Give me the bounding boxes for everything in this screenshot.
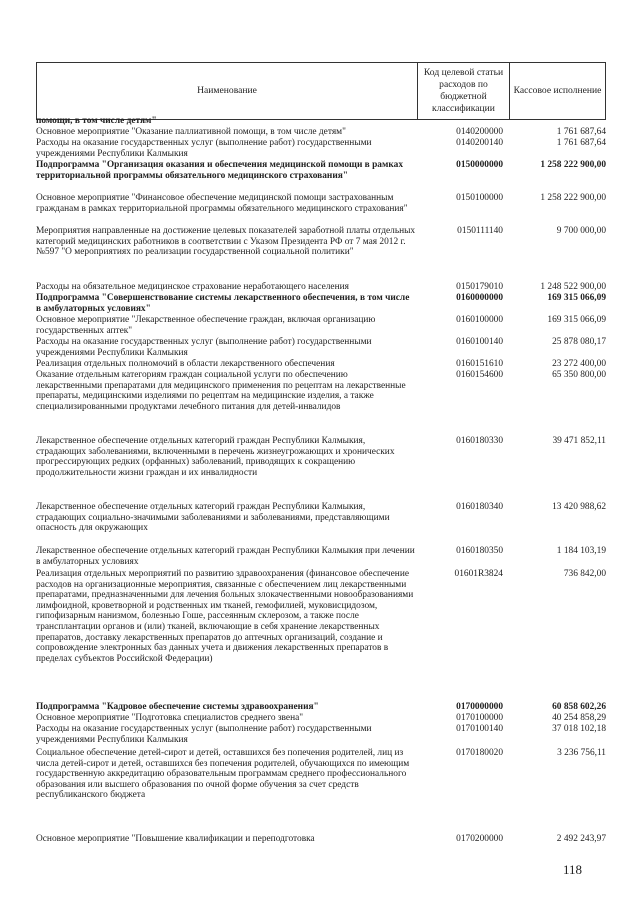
row-code: 0150100000 bbox=[456, 193, 503, 203]
row-amount: 169 315 066,09 bbox=[547, 293, 606, 303]
row-amount: 736 842,00 bbox=[563, 569, 606, 579]
row-code: 0170180020 bbox=[456, 748, 503, 758]
row-name: Мероприятия направленные на достижение целевых показателей заработной платы отдельных категорий медицинских работников в соответствии с Указом Президента РФ от 7 мая 2012 г. №597 "О мероприятиях по реализации государственной социальной политики" bbox=[36, 226, 416, 258]
row-code: 0160100000 bbox=[456, 315, 503, 325]
row-name: Основное мероприятие "Финансовое обеспечение медицинской помощи застрахованным гражданам в рамках территориальной программы обязательного медицинского страхования" bbox=[36, 193, 408, 214]
row-amount: 37 018 102,18 bbox=[552, 724, 606, 734]
row-amount: 23 272 400,00 bbox=[552, 359, 606, 369]
row-amount: 1 184 103,19 bbox=[556, 546, 606, 556]
row-name: Лекарственное обеспечение отдельных категорий граждан Республики Калмыкия, страдающих заболеваниями, включенными в перечень жизнеугрожающих и хронических прогрессирующих редких (орфанных) заболеваний, приводящих к сокращению продолжительности жизни граждан и их инвалидности bbox=[36, 436, 395, 478]
row-amount: 9 700 000,00 bbox=[556, 226, 606, 236]
row-name: Лекарственное обеспечение отдельных категорий граждан Республики Калмыкия, страдающих социально-значимыми заболеваниями и заболеваниями, представляющими опасность для окружающих bbox=[36, 502, 390, 534]
row-amount: 40 254 858,29 bbox=[552, 713, 606, 723]
row-code: 01601R3824 bbox=[454, 569, 503, 579]
row-name: Основное мероприятие "Повышение квалификации и переподготовка bbox=[36, 834, 315, 844]
row-name: Основное мероприятие "Подготовка специалистов среднего звена" bbox=[36, 713, 304, 723]
page-number: 118 bbox=[563, 862, 583, 877]
row-amount: 1 258 222 900,00 bbox=[540, 160, 606, 170]
row-amount: 1 258 222 900,00 bbox=[540, 193, 606, 203]
row-name: Социальное обеспечение детей-сирот и детей, оставшихся без попечения родителей, лиц из числа детей-сирот и детей, оставшихся без попечения родителей, обучающихся по имеющим государственную аккредитацию образовательным программам среднего профессионального образования или высшего образования по очной форме обучения за счет средств республиканского бюджета bbox=[36, 748, 410, 801]
row-amount: 169 315 066,09 bbox=[547, 315, 606, 325]
row-amount: 3 236 756,11 bbox=[557, 748, 606, 758]
row-name: Расходы на обязательное медицинское страхование неработающего населения bbox=[36, 282, 349, 292]
row-code: 0150000000 bbox=[456, 160, 503, 170]
row-name: Подпрограмма "Организация оказания и обеспечения медицинской помощи в рамках территориальной программы обязательного медицинского страхования" bbox=[36, 160, 404, 181]
row-name: Оказание отдельным категориям граждан социальной услуги по обеспечению лекарственными препаратами для медицинского применения по рецептам на лекарственные препараты, медицинскими изделиями по рецептам на медицинские изделия, а также специализированными продуктами лечебного питания для детей-инвалидов bbox=[36, 370, 406, 412]
row-code: 0170200000 bbox=[456, 834, 503, 844]
row-code: 0160180350 bbox=[456, 546, 503, 556]
header-name: Наименование bbox=[37, 63, 418, 119]
row-name: Подпрограмма "Совершенствование системы лекарственного обеспечения, в том числе в амбулаторных условиях" bbox=[36, 293, 410, 314]
row-code: 0170100140 bbox=[456, 724, 503, 734]
row-amount: 39 471 852,11 bbox=[552, 436, 606, 446]
row-code: 0150111140 bbox=[457, 226, 503, 236]
row-code: 0160151610 bbox=[456, 359, 503, 369]
row-amount: 2 492 243,97 bbox=[556, 834, 606, 844]
row-code: 0170000000 bbox=[456, 702, 503, 712]
row-name: Расходы на оказание государственных услуг (выполнение работ) государственными учреждениями Республики Калмыкия bbox=[36, 724, 372, 745]
row-name: Реализация отдельных мероприятий по развитию здравоохранения (финансовое обеспечение расходов на организационные мероприятия, связанные с обеспечением лиц лекарственными препаратами, предназначенными для лечения больных злокачественными новообразованиями лимфоидной, кроветворной и родственных им тканей, гемофилией, муковисцидозом, гипофизарным нанизмом, болезнью Гоше, рассеянным склерозом, а также после трансплантации органов и (или) тканей, включающие в себя хранение лекарственных препаратов, доставку лекарственных препаратов до аптечных организаций, создание и сопровождение электронных баз данных учета и движения лекарственных препаратов в пределах субъектов Российской Федерации) bbox=[36, 569, 414, 664]
row-code: 0170100000 bbox=[456, 713, 503, 723]
row-amount: 1 761 687,64 bbox=[556, 138, 606, 148]
row-code: 0150179010 bbox=[456, 282, 503, 292]
row-code: 0140200140 bbox=[456, 138, 503, 148]
row-amount: 13 420 988,62 bbox=[552, 502, 606, 512]
row-code: 0160180330 bbox=[456, 436, 503, 446]
row-name: Лекарственное обеспечение отдельных категорий граждан Республики Калмыкия при лечении в амбулаторных условиях bbox=[36, 546, 415, 567]
row-name: Подпрограмма "Кадровое обеспечение системы здравоохранения" bbox=[36, 702, 319, 712]
row-code: 0160100140 bbox=[456, 337, 503, 347]
row-name: Расходы на оказание государственных услуг (выполнение работ) государственными учреждениями Республики Калмыкия bbox=[36, 138, 372, 159]
row-name: Основное мероприятие "Лекарственное обеспечение граждан, включая организацию государственных аптек" bbox=[36, 315, 376, 336]
row-code: 0140200000 bbox=[456, 127, 503, 137]
row-code: 0160154600 bbox=[456, 370, 503, 380]
row-amount: 1 248 522 900,00 bbox=[540, 282, 606, 292]
row-amount: 65 350 800,00 bbox=[552, 370, 606, 380]
row-name: помощи, в том числе детям" bbox=[36, 116, 157, 126]
header-amount: Кассовое исполнение bbox=[513, 85, 602, 96]
row-amount: 1 761 687,64 bbox=[556, 127, 606, 137]
row-amount: 60 858 602,26 bbox=[552, 702, 606, 712]
row-name: Реализация отдельных полномочий в области лекарственного обеспечения bbox=[36, 359, 335, 369]
row-code: 0160180340 bbox=[456, 502, 503, 512]
row-amount: 25 878 080,17 bbox=[552, 337, 606, 347]
row-name: Расходы на оказание государственных услуг (выполнение работ) государственными учреждениями Республики Калмыкия bbox=[36, 337, 372, 358]
row-code: 0160000000 bbox=[456, 293, 503, 303]
row-name: Основное мероприятие "Оказание паллиативной помощи, в том числе детям" bbox=[36, 127, 346, 137]
header-code: Код целевой статьи расходов по бюджетной классификации bbox=[418, 63, 510, 119]
table-header bbox=[36, 62, 606, 120]
